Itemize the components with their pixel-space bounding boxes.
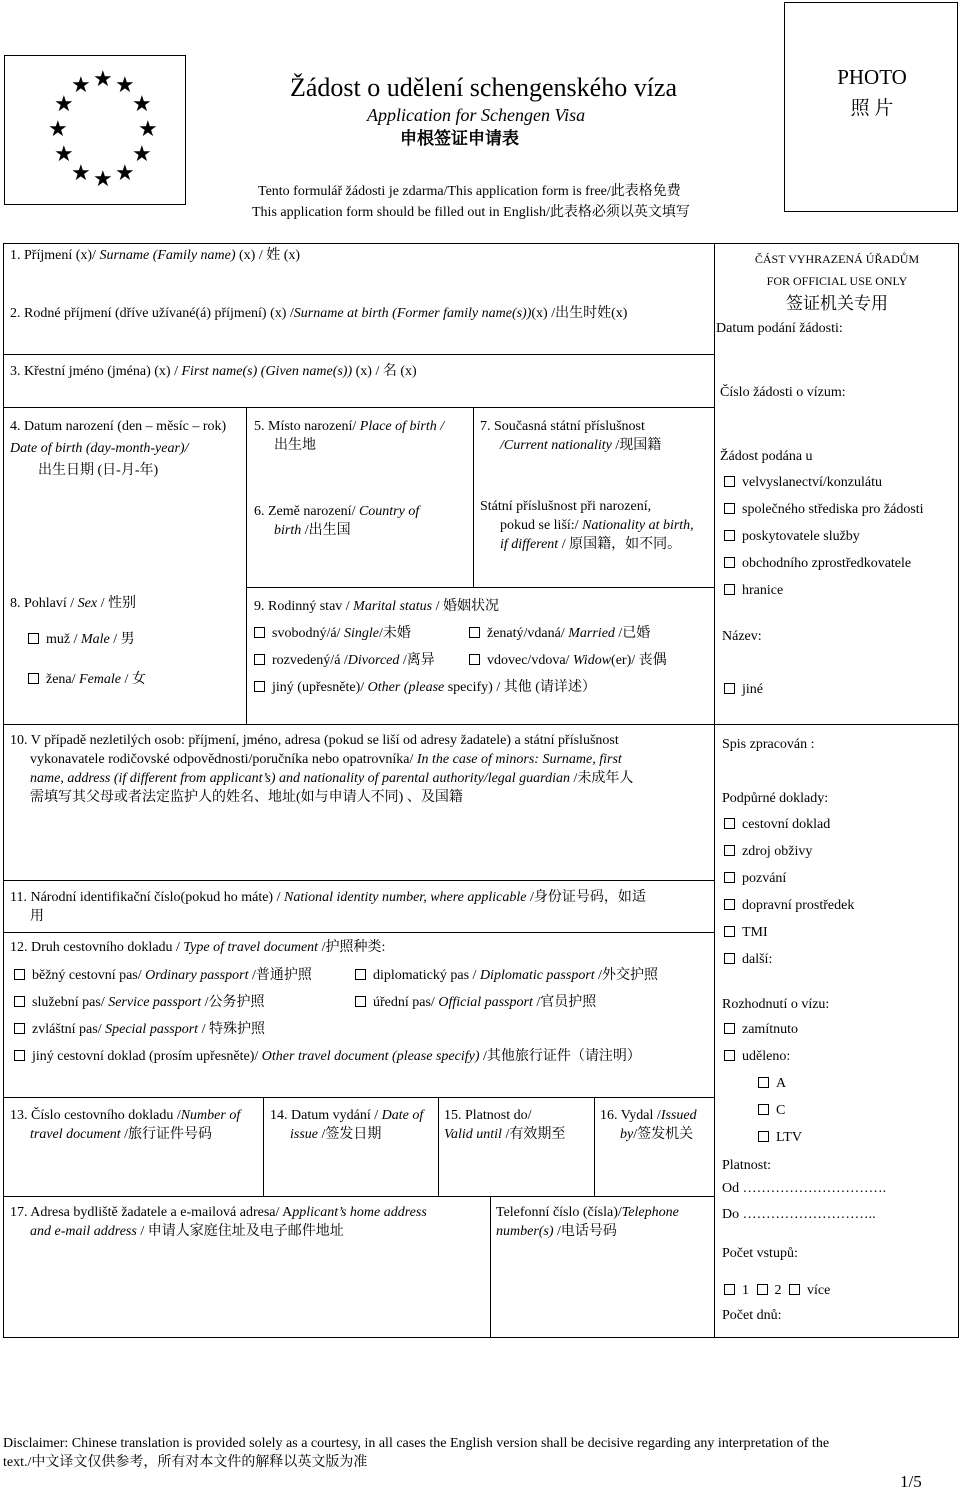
visa-type-ltv-option[interactable]: LTV [758,1128,802,1147]
field-num: 2. [10,306,21,321]
official-valid-from[interactable]: Od …………………………. [722,1181,887,1196]
field-label: 7. Současná státní příslušnost [480,419,645,434]
form-subtitle-zh: 申根签证申请表 [400,129,519,148]
checkbox[interactable] [355,969,366,980]
field-8-sex [10,594,136,613]
checkbox[interactable] [254,654,265,665]
field-label: Státní příslušnost při narození, [480,499,652,514]
official-column-divider [714,243,715,1338]
form-title: Žádost o udělení schengenského víza [290,73,677,102]
field-15-valid-until[interactable] [444,1106,565,1144]
official-provider-option[interactable]: poskytovatele služby [724,527,860,546]
field-label-en: birth [274,523,302,538]
checkbox[interactable] [724,557,735,568]
eu-flag [4,55,186,205]
entries-1: 1 [742,1283,749,1298]
marital-other-option[interactable]: jiný (upřesněte)/ Other (please specify) / 其他 (请详述） [254,678,596,697]
entries-more: více [807,1283,831,1298]
checkbox[interactable] [469,654,480,665]
field-label-zh: /现国籍 [611,438,662,453]
field-label: 9. Rodinný stav / [254,599,354,614]
field-label-zh: 出生地 [274,438,316,453]
field-label-en: and e-mail address [30,1224,137,1239]
field-label-zh: 需填写其父母或者法定监护人的姓名、地址(如与申请人不同) 、及国籍 [30,790,463,805]
official-heading-en: FOR OFFICIAL USE ONLY [766,274,908,288]
field-17-home-address[interactable] [10,1203,427,1241]
col-divider [490,1196,491,1338]
col-divider [246,407,247,724]
checkbox[interactable] [724,530,735,541]
marital-single-option[interactable]: svobodný/á/ Single/未婚 [254,624,411,643]
field-label: 11. Národní identifikační číslo(pokud ho máte) / [10,890,284,905]
decision-issued-option[interactable]: uděleno: [724,1047,790,1066]
field-label-en: if different [500,537,559,552]
official-visa-decision: Rozhodnutí o vízu: [722,997,830,1012]
sex-male-option[interactable]: muž / Male / 男 [28,630,135,649]
field-label-en: Number of [180,1108,241,1123]
star-icon: ★ [71,72,91,97]
field-label: Příjmení (x)/ [24,248,100,263]
checkbox[interactable] [14,1023,25,1034]
checkbox[interactable] [14,969,25,980]
checkbox[interactable] [355,996,366,1007]
official-number-of-days: Počet dnů: [722,1308,782,1323]
official-name-label: Název: [722,629,762,644]
field-5-place-of-birth[interactable] [254,417,444,455]
doc-travel-option[interactable]: cestovní doklad [724,815,830,834]
doc-other-option[interactable]: další: [724,950,772,969]
col-divider [263,1097,264,1196]
field-label-en: Telephone [621,1205,679,1220]
field-label-zh: / 性别 [97,596,136,611]
photo-label: PHOTO [837,65,907,89]
sex-female-option[interactable]: žena/ Female / 女 [28,670,146,689]
field-label: 13. Číslo cestovního dokladu / [10,1108,181,1123]
field-label-en: by [620,1127,634,1142]
official-border-option[interactable]: hranice [724,581,783,600]
field-label: 5. Místo narození/ [254,419,360,434]
field-label-zh: /未成年人 [570,771,634,786]
field-label-en: National identity number, where applicable [283,890,527,905]
official-heading [715,248,959,316]
checkbox[interactable] [724,584,735,595]
star-icon: ★ [54,141,74,166]
field-4-date-of-birth[interactable] [10,417,226,480]
field-label-en: Place of birth / [359,419,445,434]
field-label: 8. Pohlaví / [10,596,78,611]
official-valid-until[interactable]: Do ……………………….. [722,1207,876,1222]
field-num: 3. [10,364,21,379]
field-label-en: pplicant’s home address [292,1205,427,1220]
official-number-of-entries: Počet vstupů: [722,1246,798,1261]
field-label-en: Surname (Family name) [99,248,236,263]
row-divider [3,354,714,355]
star-icon: ★ [138,116,158,141]
checkbox[interactable] [14,996,25,1007]
row-divider [246,587,714,588]
star-icon: ★ [93,66,113,91]
photo-box[interactable] [784,2,958,212]
visa-type-a-option[interactable]: A [758,1074,786,1093]
field-label-en: number(s) [496,1224,554,1239]
field-10-minors[interactable] [10,731,633,807]
field-label-zh: / 原国籍，如不同。 [558,537,682,552]
passport-official-option[interactable]: úřední pas/ Official passport /官员护照 [355,993,596,1012]
field-label: 6. Země narození/ [254,504,359,519]
checkbox[interactable] [469,627,480,638]
entries-options[interactable] [724,1281,830,1300]
marital-widow-option[interactable]: vdovec/vdova/ Widow(er)/ 丧偶 [469,651,667,670]
official-heading-zh: 签证机关专用 [786,294,888,313]
field-2-surname-at-birth[interactable] [10,304,627,323]
official-file-handled: Spis zpracován : [722,737,815,752]
field-label: Rodné příjmení (dříve užívané(á) příjmení) (x) / [24,306,294,321]
field-6-country-of-birth[interactable] [254,502,419,540]
checkbox[interactable] [724,476,735,487]
official-center-option[interactable]: společného střediska pro žádosti [724,500,924,519]
star-icon: ★ [71,160,91,185]
doc-invitation-option[interactable]: pozvání [724,869,786,888]
official-heading-cz: ČÁST VYHRAZENÁ ÚŘADŮM [754,252,920,266]
checkbox[interactable] [724,503,735,514]
field-label-zh: /电话号码 [553,1224,617,1239]
field-label-zh: /旅行证件号码 [120,1127,212,1142]
field-label-en: travel document [30,1127,121,1142]
official-validity: Platnost: [722,1158,772,1173]
field-label-rest: (x) / 姓 (x) [235,248,301,263]
checkbox[interactable] [789,1284,800,1295]
field-num: 1. [10,248,21,263]
decision-refused-option[interactable]: zamítnuto [724,1020,798,1039]
checkbox[interactable] [724,845,735,856]
star-icon: ★ [115,160,135,185]
checkbox[interactable] [14,1050,25,1061]
field-label-en: Type of travel document [183,940,319,955]
passport-special-option[interactable]: zvláštní pas/ Special passport / 特殊护照 [14,1020,265,1039]
field-label: 4. Datum narození (den – měsíc – rok) [10,419,227,434]
disclaimer-zh: text./中文译文仅供参考，所有对本文件的解释以英文版为准 [3,1455,368,1470]
field-label-zh: /签发机关 [633,1127,694,1142]
field-label: pokud se liší:/ [500,518,583,533]
checkbox[interactable] [758,1131,769,1142]
checkbox[interactable] [724,926,735,937]
marital-married-option[interactable]: ženatý/vdaná/ Married /已婚 [469,624,650,643]
passport-diplomatic-option[interactable]: diplomatický pas / Diplomatic passport /外交护照 [355,966,658,985]
field-label-rest: (x) / 名 (x) [352,364,417,379]
official-other-option[interactable]: jiné [724,680,763,699]
entries-2: 2 [774,1283,782,1298]
checkbox[interactable] [724,1284,735,1295]
field-label-en: Valid until [444,1127,502,1142]
field-label-zh: /有效期至 [501,1127,566,1142]
row-divider [3,1196,714,1197]
passport-other-option[interactable]: jiný cestovní doklad (prosím upřesněte)/ Other travel document (please specify) /其他旅行证件（请注明） [14,1047,641,1066]
field-label-en: Sex [77,596,98,611]
checkbox[interactable] [758,1104,769,1115]
doc-tmi-option[interactable]: TMI [724,923,768,942]
checkbox[interactable] [758,1077,769,1088]
field-label-zh: /身份证号码，如适 [526,890,646,905]
field-label-en: Date of [381,1108,424,1123]
official-intermediary-option[interactable]: obchodního zprostředkovatele [724,554,911,573]
field-label-rest: (x) /出生时姓(x) [531,306,628,321]
star-icon: ★ [115,72,135,97]
field-12-travel-document-type [10,938,385,957]
checkbox[interactable] [724,683,735,694]
passport-ordinary-option[interactable]: běžný cestovní pas/ Ordinary passport /普通护照 [14,966,312,985]
field-label-en: Country of [358,504,420,519]
doc-transport-option[interactable]: dopravní prostředek [724,896,854,915]
field-label: 14. Datum vydání / [270,1108,382,1123]
official-supporting-documents: Podpůrné doklady: [722,791,829,806]
field-label-en: In the case of minors: Surname, first [416,752,622,767]
col-divider [594,1097,595,1196]
row-divider [3,880,714,881]
star-icon: ★ [132,141,152,166]
field-label-zh: /签发日期 [318,1127,382,1142]
checkbox[interactable] [757,1284,768,1295]
photo-label-zh: 照 片 [850,98,894,119]
field-label-en: Date of birth (day-month-year)/ [10,441,189,456]
star-icon: ★ [54,91,74,116]
field-label-en: First name(s) (Given name(s)) [181,364,353,379]
field-telephone[interactable] [496,1203,679,1241]
field-label: 12. Druh cestovního dokladu / [10,940,184,955]
checkbox[interactable] [254,681,265,692]
official-application-number: Číslo žádosti o vízum: [720,385,846,400]
field-3-first-name[interactable] [10,362,417,381]
official-embassy-option[interactable]: velvyslanectví/konzulátu [724,473,882,492]
field-14-date-of-issue[interactable] [270,1106,423,1144]
field-label-en: Surname at birth (Former family name(s)) [293,306,532,321]
field-label: 17. Adresa bydliště žadatele a e-mailová adresa/ A [10,1205,293,1220]
row-divider [3,1097,714,1098]
row-divider [3,932,714,933]
field-label-zh: /出生国 [301,523,351,538]
field-7-current-nationality[interactable] [480,417,661,455]
field-label: 10. V případě nezletilých osob: příjmení, jméno, adresa (pokud se liší od adresy žadatele) a státní příslušnost [10,733,619,748]
star-icon: ★ [132,91,152,116]
checkbox[interactable] [724,899,735,910]
col-divider [473,407,474,587]
field-label: Telefonní číslo (čísla)/ [496,1205,622,1220]
checkbox[interactable] [28,673,39,684]
field-13-document-number[interactable] [10,1106,240,1144]
checkbox[interactable] [724,953,735,964]
disclaimer: Disclaimer: Chinese translation is provided solely as a courtesy, in all cases the English version shall be decisive regarding any interpretation of the [3,1436,830,1451]
row-divider [3,407,714,408]
field-label-en: Marital status [353,599,433,614]
checkbox[interactable] [724,872,735,883]
field-label-en: Issued [660,1108,697,1123]
form-subtitle-en: Application for Schengen Visa [367,105,586,125]
field-label-en: name, address (if different from applicant’s) and nationality of parental authority/legal guardian [30,771,571,786]
field-1-surname[interactable] [10,246,300,265]
checkbox[interactable] [724,1050,735,1061]
field-9-marital-status [254,597,499,616]
field-label-zh: / 婚姻状况 [432,599,500,614]
field-label: 15. Platnost do/ [444,1108,532,1123]
field-label-zh: 出生日期 (日-月-年) [38,463,159,478]
english-note: This application form should be filled out in English/此表格必须以英文填写 [252,205,690,220]
visa-type-c-option[interactable]: C [758,1101,785,1120]
official-date-of-application: Datum podání žádosti: [716,321,843,336]
checkbox[interactable] [724,818,735,829]
field-label: Křestní jméno (jména) (x) / [24,364,182,379]
row-divider [3,724,959,725]
field-label-en: issue [290,1127,318,1142]
star-icon: ★ [93,166,113,191]
field-label-zh: / 申请人家庭住址及电子邮件地址 [136,1224,344,1239]
field-label-en: /Current nationality [500,438,612,453]
field-label: vykonavatele rodičovské odpovědnosti/poručníka nebo opatrovníka/ [30,752,417,767]
star-icon: ★ [48,116,68,141]
free-note: Tento formulář žádosti je zdarma/This application form is free/此表格免费 [258,184,681,199]
field-label-zh: /护照种类: [318,940,386,955]
page-number: 1/5 [900,1472,922,1491]
passport-service-option[interactable]: služební pas/ Service passport /公务护照 [14,993,265,1012]
marital-divorced-option[interactable]: rozvedený/á /Divorced /离异 [254,651,435,670]
col-divider [438,1097,439,1196]
checkbox[interactable] [724,1023,735,1034]
official-submitted-at: Žádost podána u [720,449,813,464]
field-7-nationality-at-birth[interactable] [480,497,694,554]
field-11-national-id[interactable] [10,888,646,926]
field-label-en: Nationality at birth, [582,518,694,533]
checkbox[interactable] [254,627,265,638]
field-label-zh: 用 [30,909,44,924]
checkbox[interactable] [28,633,39,644]
field-16-issued-by[interactable] [600,1106,697,1144]
field-label: 16. Vydal / [600,1108,661,1123]
doc-means-option[interactable]: zdroj obživy [724,842,812,861]
